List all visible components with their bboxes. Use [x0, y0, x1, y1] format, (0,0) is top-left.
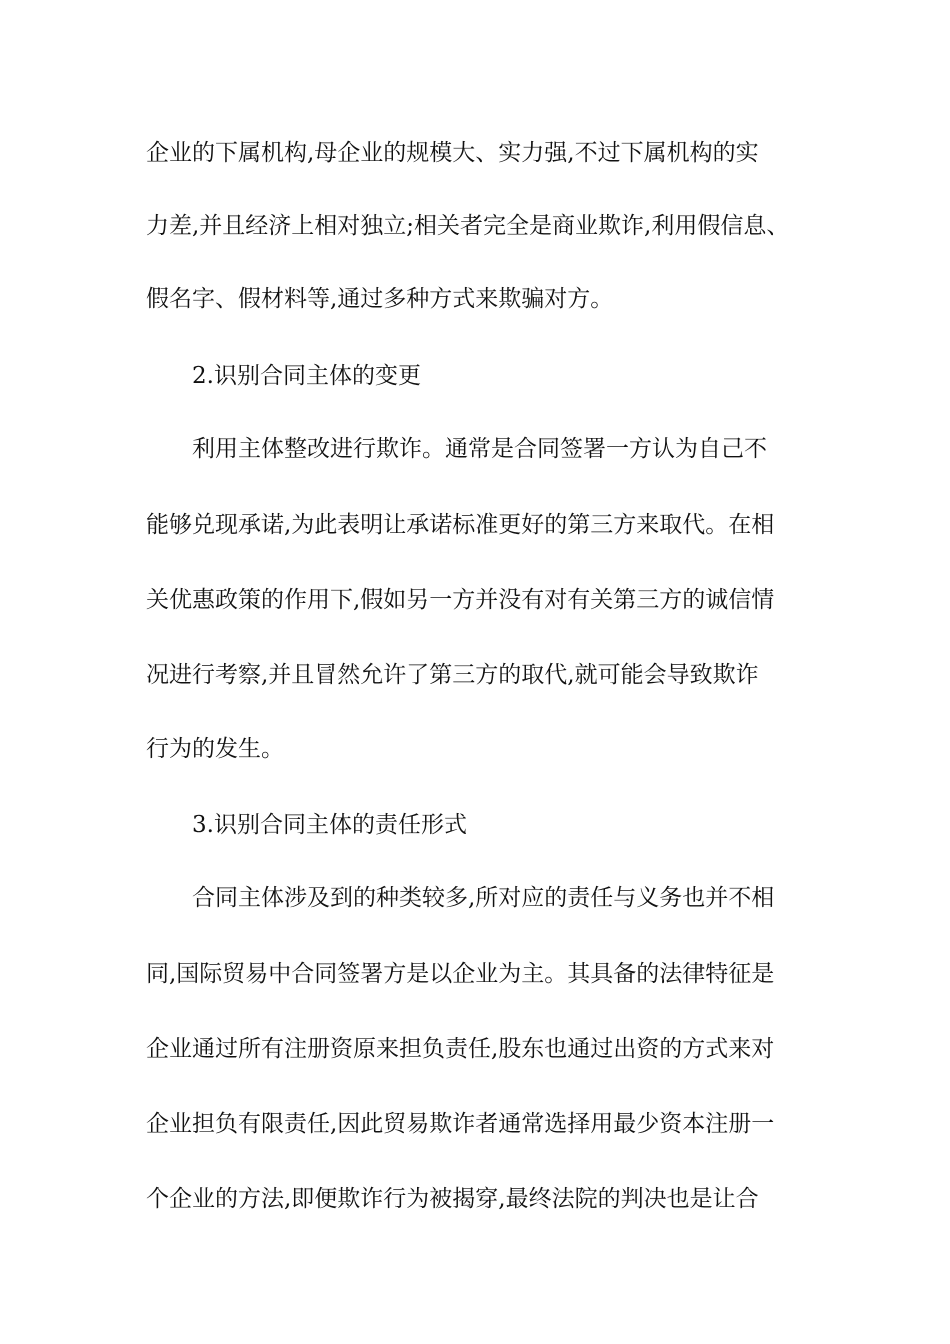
section-heading: 3.识别合同主体的责任形式 [192, 812, 467, 838]
paragraph-line: 能够兑现承诺,为此表明让承诺标准更好的第三方来取代。在相 [146, 512, 775, 538]
section-heading: 2.识别合同主体的变更 [192, 363, 421, 389]
paragraph-line: 力差,并且经济上相对独立;相关者完全是商业欺诈,利用假信息、 [146, 213, 790, 239]
paragraph-line: 个企业的方法,即便欺诈行为被揭穿,最终法院的判决也是让合 [146, 1186, 759, 1212]
paragraph-line: 行为的发生。 [146, 736, 284, 762]
paragraph-line: 合同主体涉及到的种类较多,所对应的责任与义务也并不相 [192, 885, 775, 911]
paragraph-line: 假名字、假材料等,通过多种方式来欺骗对方。 [146, 286, 614, 312]
paragraph-line: 利用主体整改进行欺诈。通常是合同签署一方认为自己不 [192, 436, 767, 462]
paragraph-line: 同,国际贸易中合同签署方是以企业为主。其具备的法律特征是 [146, 961, 775, 987]
paragraph-line: 况进行考察,并且冒然允许了第三方的取代,就可能会导致欺诈 [146, 662, 759, 688]
paragraph-line: 关优惠政策的作用下,假如另一方并没有对有关第三方的诚信情 [146, 587, 775, 613]
paragraph-line: 企业通过所有注册资原来担负责任,股东也通过出资的方式来对 [146, 1036, 775, 1062]
paragraph-line: 企业担负有限责任,因此贸易欺诈者通常选择用最少资本注册一 [146, 1111, 775, 1137]
paragraph-line: 企业的下属机构,母企业的规模大、实力强,不过下属机构的实 [146, 140, 759, 166]
